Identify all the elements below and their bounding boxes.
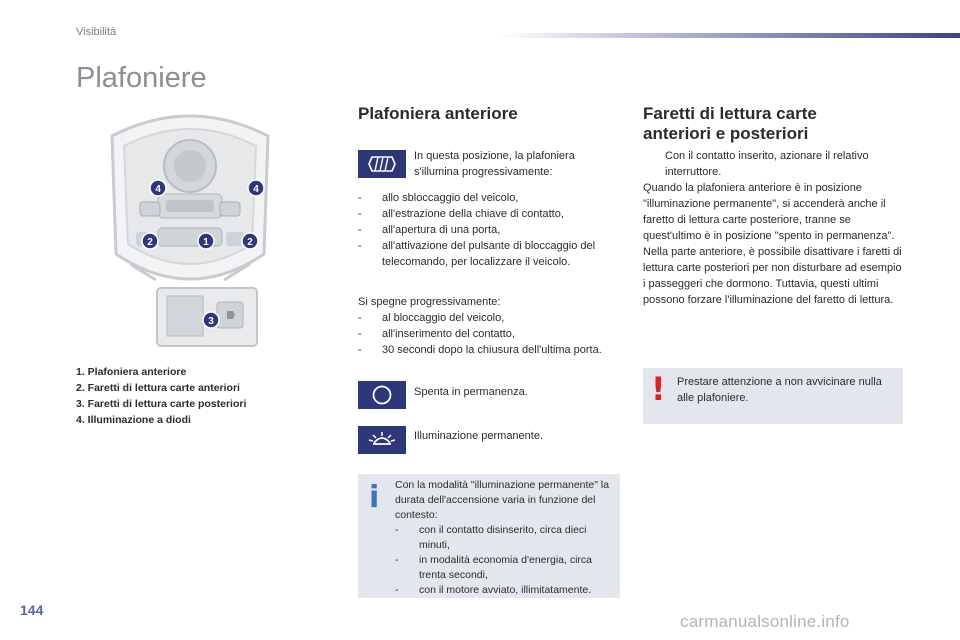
header-bar (500, 33, 960, 38)
svg-text:1: 1 (203, 237, 209, 248)
page-number: 144 (20, 602, 44, 618)
body-paragraph: Quando la plafoniera anteriore è in posizione "illuminazione permanente", si accenderà anche il faretto di lettura carte posteriore, tranne se quest'ultimo è in posizione "spento in permanenza". (643, 182, 895, 242)
list-item: - al bloccaggio del veicolo, (358, 312, 505, 324)
svg-text:2: 2 (147, 237, 153, 248)
info-list (395, 523, 617, 598)
callout-badge (242, 233, 258, 249)
progressive-intro: In questa posizione, la plafoniera s'illumina progressivamente: (414, 150, 575, 178)
callout-badge (203, 312, 219, 328)
warning-icon: ! (651, 370, 666, 408)
section-label: Visibilità (76, 26, 117, 38)
info-icon: i (369, 480, 380, 515)
callout-badge (150, 180, 166, 196)
list-item: - all'apertura di una porta, (358, 224, 501, 236)
info-intro: Con la modalità "illuminazione permanente" la durata dell'accensione varia in funzione del contesto: (395, 479, 610, 521)
warning-text: Prestare attenzione a non avvicinare nulla alle plafoniere. (677, 376, 882, 404)
reading-body (643, 180, 905, 308)
body-paragraph: Nella parte anteriore, è possibile disattivare i faretti di lettura carte posteriori per non disturbare ad esempio i passeggeri che dormono. Tuttavia, questi ultimi possono forzare l'illuminazione del faretto di lettura. (643, 246, 902, 306)
off-conditions-list (358, 310, 620, 358)
page-title: Plafoniere (76, 62, 207, 94)
on-permanent-label: Illuminazione permanente. (414, 430, 544, 442)
figure-legend (76, 364, 246, 428)
info-box (358, 474, 620, 598)
watermark: carmanualsonline.info (680, 612, 850, 631)
svg-text:4: 4 (253, 184, 259, 195)
legend-item: 1. Plafoniera anteriore (76, 366, 187, 378)
roof-console-illustration (100, 104, 280, 294)
on-conditions-list (358, 190, 620, 270)
reading-heading-line: Faretti di lettura carte (643, 104, 817, 123)
off-intro: Si spegne progressivamente: (358, 296, 501, 308)
callout-badge (248, 180, 264, 196)
list-item: - all'inserimento del contatto, (358, 328, 515, 340)
dome-light-off-icon (358, 381, 406, 409)
legend-item: 2. Faretti di lettura carte anteriori (76, 382, 240, 394)
list-item: - 30 secondi dopo la chiusura dell'ultima porta. (358, 344, 602, 356)
legend-item: 4. Illuminazione a diodi (76, 414, 191, 426)
dome-light-on-icon (358, 426, 406, 454)
callout-badge (198, 233, 214, 249)
list-item: - con il motore avviato, illimitatamente. (395, 584, 592, 596)
off-permanent-label: Spenta in permanenza. (414, 386, 528, 398)
dome-light-progressive-icon (358, 150, 406, 178)
list-item: - all'attivazione del pulsante di bloccaggio del telecomando, per localizzare il veicolo. (358, 240, 596, 268)
front-heading: Plafoniera anteriore (358, 104, 518, 123)
legend-item: 3. Faretti di lettura carte posteriori (76, 398, 247, 410)
reading-heading-line: anteriori e posteriori (643, 124, 809, 143)
reading-heading (643, 104, 817, 144)
list-item: - allo sbloccaggio del veicolo, (358, 192, 519, 204)
callout-badge (142, 233, 158, 249)
warning-box (643, 368, 903, 424)
list-item: - in modalità economia d'energia, circa trenta secondi, (395, 554, 593, 581)
svg-text:4: 4 (155, 184, 161, 195)
svg-text:2: 2 (247, 237, 253, 248)
svg-text:3: 3 (208, 316, 214, 327)
list-item: - all'estrazione della chiave di contatto, (358, 208, 564, 220)
reading-step: Con il contatto inserito, azionare il relativo interruttore. (665, 150, 869, 178)
rear-reading-light-illustration (155, 286, 259, 348)
list-item: - con il contatto disinserito, circa dieci minuti, (395, 524, 587, 551)
